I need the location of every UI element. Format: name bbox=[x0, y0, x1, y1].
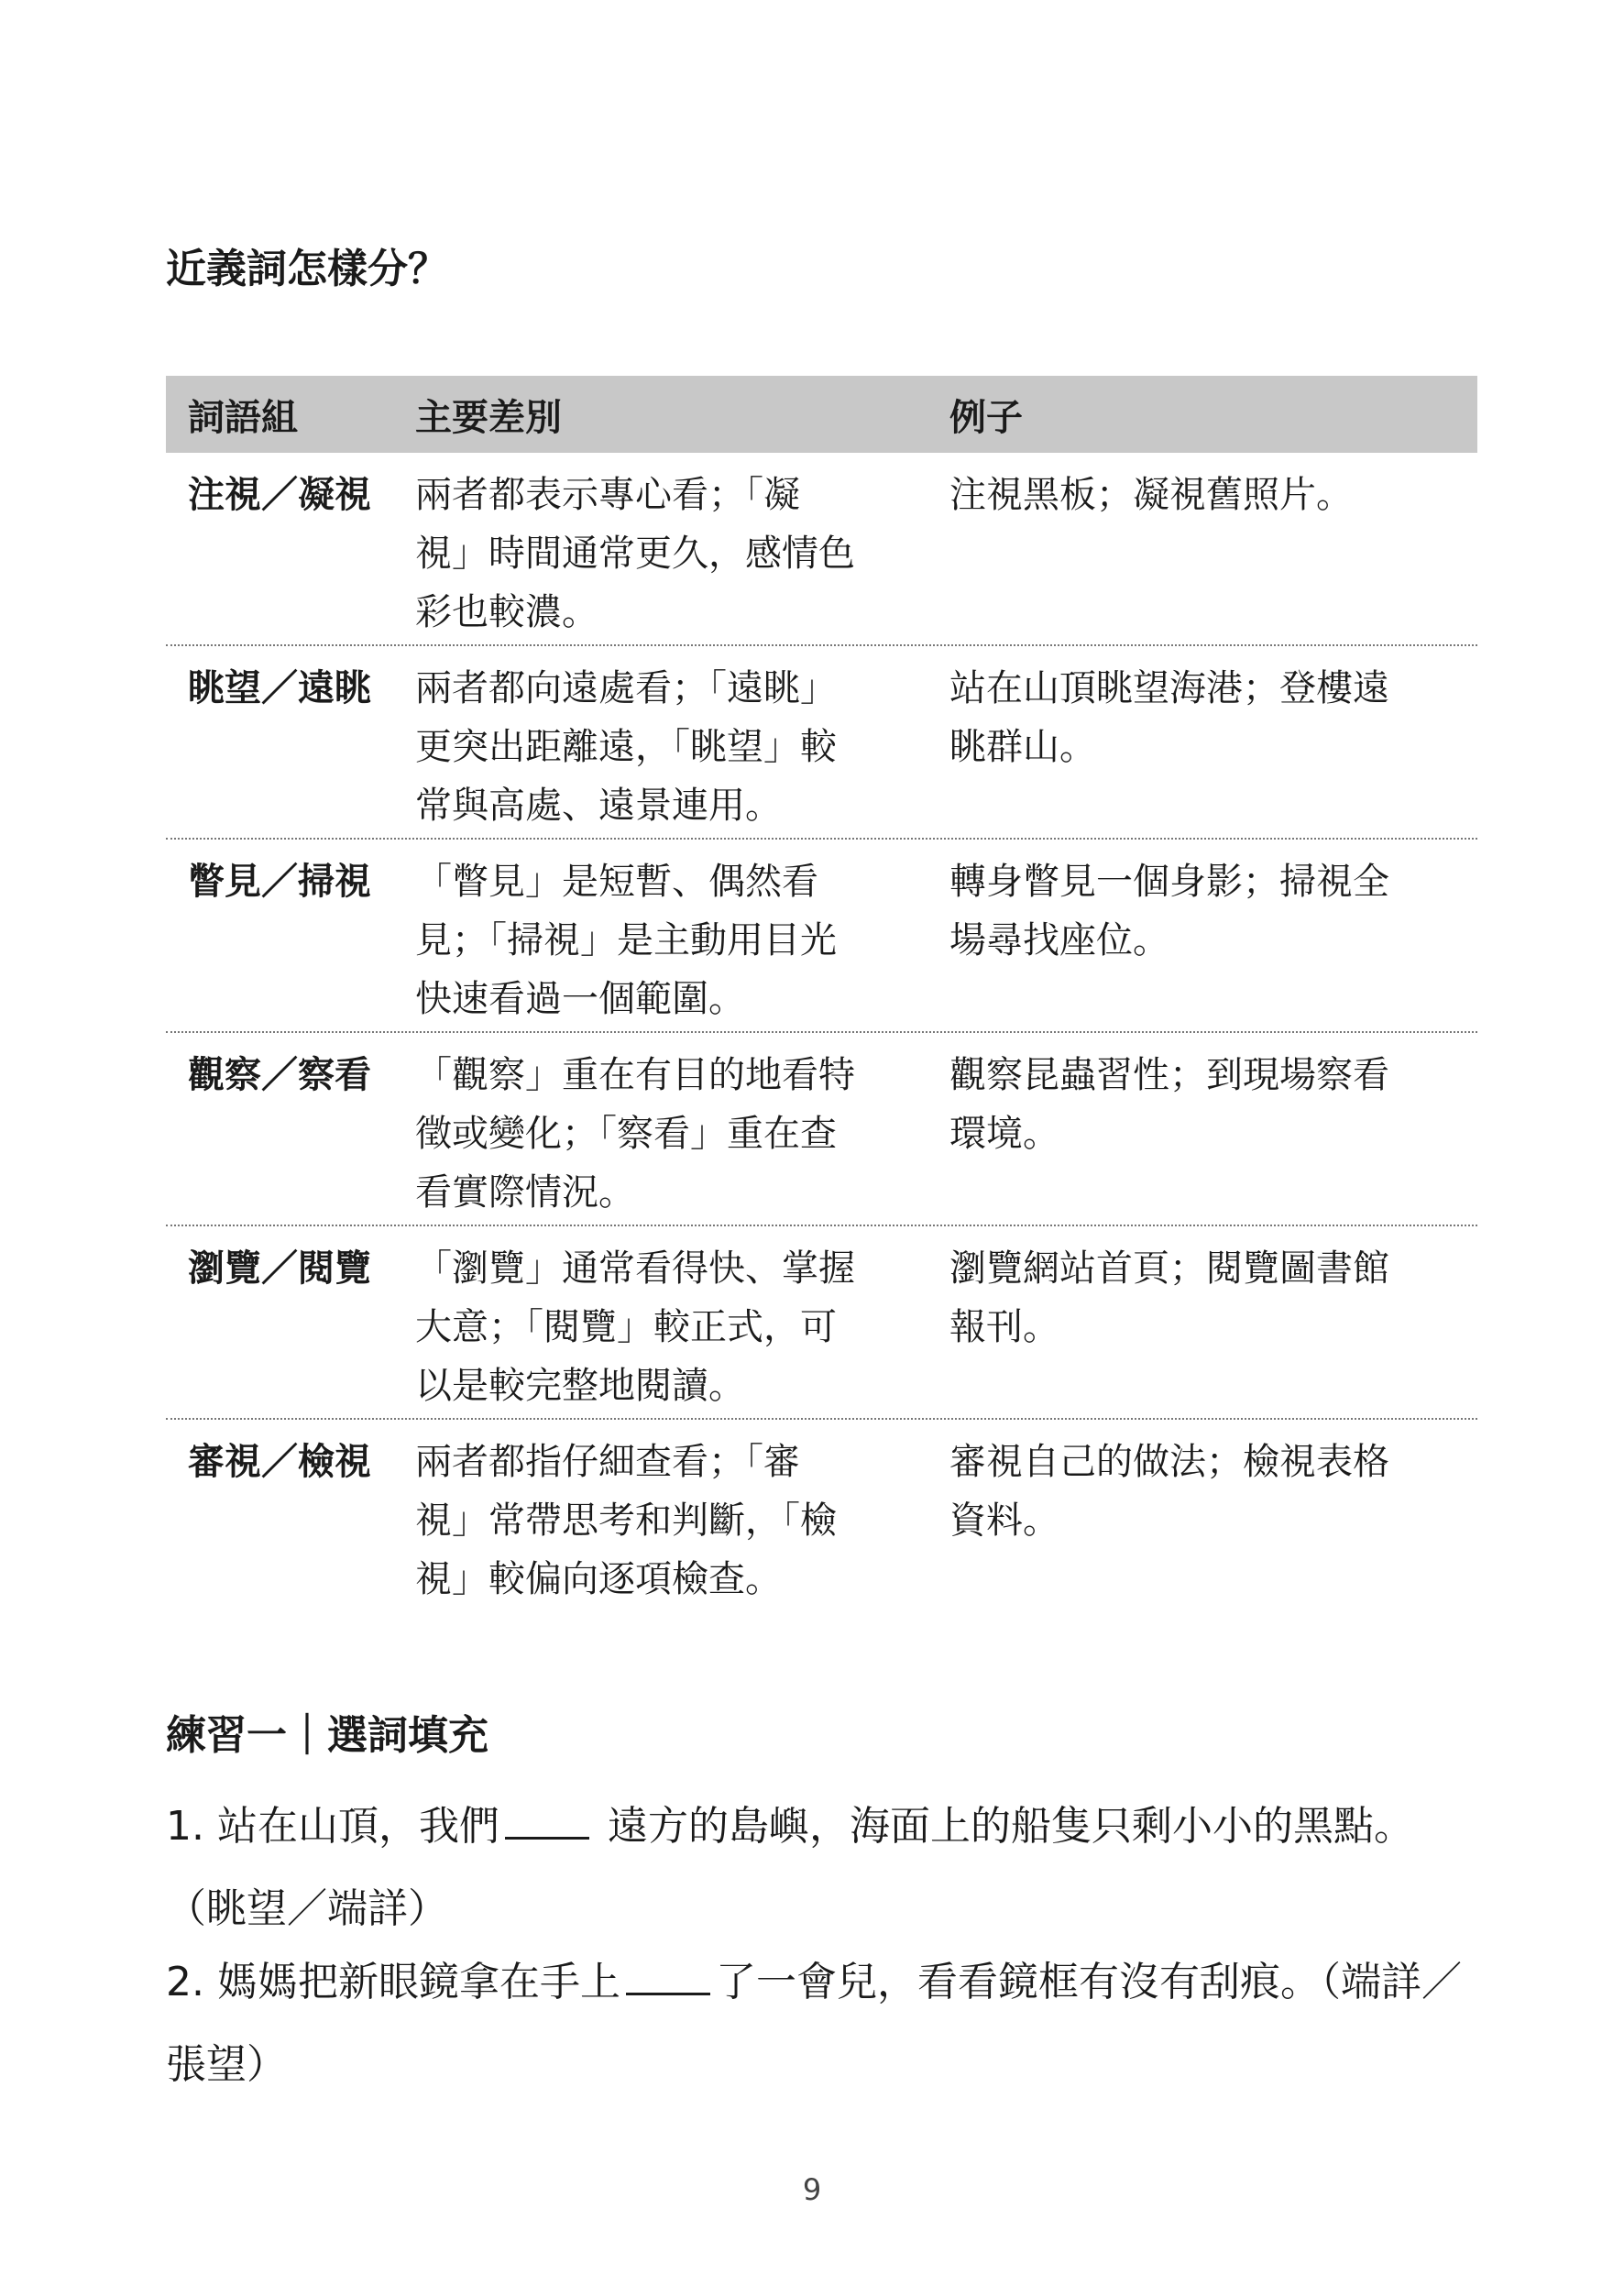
example-line: 資料。 bbox=[949, 1500, 1059, 1542]
row-example bbox=[949, 852, 1477, 1018]
synonym-table bbox=[166, 376, 1477, 1613]
row-word-group: 注視／凝視 bbox=[188, 474, 371, 516]
difference-line: 快速看過一個範圍。 bbox=[415, 978, 745, 1020]
row-difference bbox=[415, 659, 949, 825]
page-number: 9 bbox=[802, 2172, 822, 2207]
example-line: 注視黑板；凝視舊照片。 bbox=[949, 474, 1353, 516]
difference-line: 視」較偏向逐項檢查。 bbox=[415, 1558, 782, 1600]
difference-line: 看實際情況。 bbox=[415, 1171, 635, 1214]
header-example: 例子 bbox=[949, 396, 1023, 439]
table-row bbox=[166, 1226, 1477, 1420]
difference-line: 更突出距離遠，「眺望」較 bbox=[415, 726, 837, 768]
row-example bbox=[949, 1239, 1477, 1405]
row-word-group: 瞥見／掃視 bbox=[188, 861, 371, 903]
example-line: 環境。 bbox=[949, 1113, 1059, 1155]
difference-line: 兩者都向遠處看；「遠眺」 bbox=[415, 667, 837, 709]
row-difference bbox=[415, 1433, 949, 1600]
exercise-item-2 bbox=[166, 1941, 1467, 2106]
row-example bbox=[949, 466, 1477, 632]
row-difference bbox=[415, 466, 949, 632]
exercise-title: 練習一｜選詞填充 bbox=[166, 1712, 488, 1759]
row-example bbox=[949, 1046, 1477, 1212]
difference-line: 見；「掃視」是主動用目光 bbox=[415, 919, 837, 961]
row-word-group: 審視／檢視 bbox=[188, 1441, 371, 1483]
exercise-item-2-blank[interactable] bbox=[626, 1956, 710, 1995]
header-main-difference: 主要差別 bbox=[415, 396, 562, 439]
row-word-group: 瀏覽／閱覽 bbox=[188, 1247, 371, 1290]
table-header bbox=[166, 376, 1477, 453]
difference-line: 「瀏覽」通常看得快、掌握 bbox=[415, 1247, 855, 1290]
example-line: 轉身瞥見一個身影；掃視全 bbox=[949, 861, 1389, 903]
difference-line: 視」常帶思考和判斷，「檢 bbox=[415, 1500, 837, 1542]
table-row bbox=[166, 1420, 1477, 1613]
difference-line: 以是較完整地閱讀。 bbox=[415, 1365, 745, 1407]
difference-line: 「瞥見」是短暫、偶然看 bbox=[415, 861, 818, 903]
page-title: 近義詞怎樣分？ bbox=[166, 246, 448, 292]
difference-line: 兩者都表示專心看；「凝 bbox=[415, 474, 800, 516]
header-word-group: 詞語組 bbox=[188, 396, 298, 439]
exercise-item-1-blank[interactable] bbox=[505, 1800, 589, 1840]
row-example bbox=[949, 1433, 1477, 1600]
difference-line: 大意；「閱覽」較正式，可 bbox=[415, 1306, 837, 1348]
example-line: 審視自己的做法；檢視表格 bbox=[949, 1441, 1389, 1483]
difference-line: 「觀察」重在有目的地看特 bbox=[415, 1054, 855, 1096]
row-difference bbox=[415, 1046, 949, 1212]
row-difference bbox=[415, 852, 949, 1018]
exercise-item-2-after: 了一會兒，看看鏡框有沒有刮痕。（端詳／張望） bbox=[166, 1959, 1462, 2088]
table-row bbox=[166, 840, 1477, 1033]
example-line: 場尋找座位。 bbox=[949, 919, 1169, 961]
difference-line: 視」時間通常更久，感情色 bbox=[415, 533, 855, 575]
difference-line: 兩者都指仔細查看；「審 bbox=[415, 1441, 800, 1483]
exercise-item-1-before: 1. 站在山頂，我們 bbox=[166, 1803, 499, 1850]
table-row bbox=[166, 453, 1477, 646]
example-line: 站在山頂眺望海港；登樓遠 bbox=[949, 667, 1389, 709]
example-line: 瀏覽網站首頁；閱覽圖書館 bbox=[949, 1247, 1389, 1290]
exercise-item-1 bbox=[166, 1785, 1467, 1950]
row-difference bbox=[415, 1239, 949, 1405]
exercise-item-2-before: 2. 媽媽把新眼鏡拿在手上 bbox=[166, 1959, 620, 2005]
difference-line: 徵或變化；「察看」重在查 bbox=[415, 1113, 837, 1155]
table-body bbox=[166, 453, 1477, 1613]
example-line: 報刊。 bbox=[949, 1306, 1059, 1348]
difference-line: 常與高處、遠景連用。 bbox=[415, 785, 782, 827]
example-line: 眺群山。 bbox=[949, 726, 1096, 768]
table-row bbox=[166, 1033, 1477, 1226]
exercise-item-1-after: 遠方的島嶼，海面上的船隻只剩小小的黑點。（眺望／端詳） bbox=[166, 1803, 1414, 1932]
table-row bbox=[166, 646, 1477, 840]
example-line: 觀察昆蟲習性；到現場察看 bbox=[949, 1054, 1389, 1096]
row-word-group: 觀察／察看 bbox=[188, 1054, 371, 1096]
difference-line: 彩也較濃。 bbox=[415, 591, 598, 633]
row-example bbox=[949, 659, 1477, 825]
row-word-group: 眺望／遠眺 bbox=[188, 667, 371, 709]
